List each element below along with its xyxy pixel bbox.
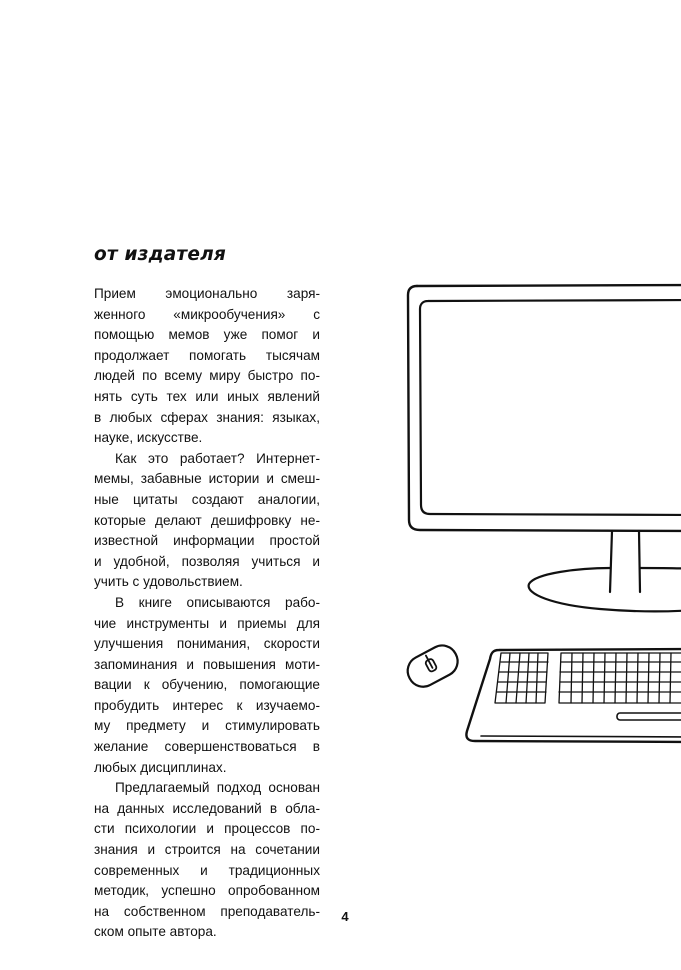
text-line: помощью мемов уже помог и (94, 327, 320, 343)
body-text (94, 284, 320, 943)
text-line: современных и традиционных (94, 862, 320, 878)
text-line: ные цитаты создают аналогии, (94, 491, 320, 507)
text-line: науке, искусстве. (94, 430, 203, 446)
text-line: пробудить интерес к изучаемо- (94, 697, 320, 713)
text-line: людей по всему миру быстро по- (94, 368, 320, 384)
mouse-icon (402, 640, 462, 692)
text-line: ском опыте автора. (94, 924, 217, 940)
text-line: на данных исследований в обла- (94, 800, 320, 816)
keyboard-main-keys (559, 653, 681, 703)
text-line: учить с удовольствием. (94, 574, 243, 590)
text-line: в любых сферах знания: языках, (94, 409, 320, 425)
text-line: В книге описываются рабо- (115, 594, 320, 610)
monitor-stand-base (529, 568, 681, 611)
text-line: Как это работает? Интернет- (115, 450, 320, 466)
text-line: продолжает помогать тысячам (94, 347, 320, 363)
section-heading: от издателя (94, 244, 226, 265)
monitor-outer-frame (408, 286, 681, 531)
text-line: женного «микрообучения» с (94, 306, 320, 322)
monitor-outer-top (417, 285, 681, 286)
text-line: вации к обучению, помогающие (94, 677, 320, 693)
monitor-icon (408, 285, 681, 611)
text-line: сти психологии и процессов по- (94, 821, 320, 837)
keyboard-icon (466, 649, 681, 742)
text-line: улучшения понимания, скорости (94, 636, 320, 652)
text-line: чие инструменты и приемы для (94, 615, 320, 631)
page-number: 4 (341, 909, 349, 924)
mouse-body (402, 640, 462, 692)
text-line: желание совершенствоваться в (94, 739, 320, 755)
text-line: которые делают дешифровку не- (94, 512, 320, 528)
text-line: методик, успешно опробованном (94, 883, 320, 899)
text-line: Прием эмоционально заря- (94, 286, 320, 301)
text-line: любых дисциплинах. (94, 759, 227, 775)
monitor-screen (420, 300, 681, 515)
computer-illustration (395, 276, 681, 756)
text-line: запоминания и повышения моти- (94, 656, 320, 672)
text-line: му предмету и стимулировать (94, 718, 320, 734)
text-line: мемы, забавные истории и смеш- (94, 471, 320, 487)
text-line: Предлагаемый подход основан (115, 780, 320, 796)
text-line: знания и строится на сочетании (94, 842, 320, 858)
keyboard-space-bar (617, 713, 681, 720)
text-line: нять суть тех или иных явлений (94, 388, 320, 404)
text-line: и удобной, позволяя учиться и (94, 553, 320, 569)
keyboard-left-keys (495, 653, 548, 703)
text-line: известной информации простой (94, 533, 320, 549)
monitor-stand-neck (610, 531, 640, 592)
keyboard-edge (481, 736, 681, 737)
text-line: на собственном преподаватель- (94, 903, 320, 919)
